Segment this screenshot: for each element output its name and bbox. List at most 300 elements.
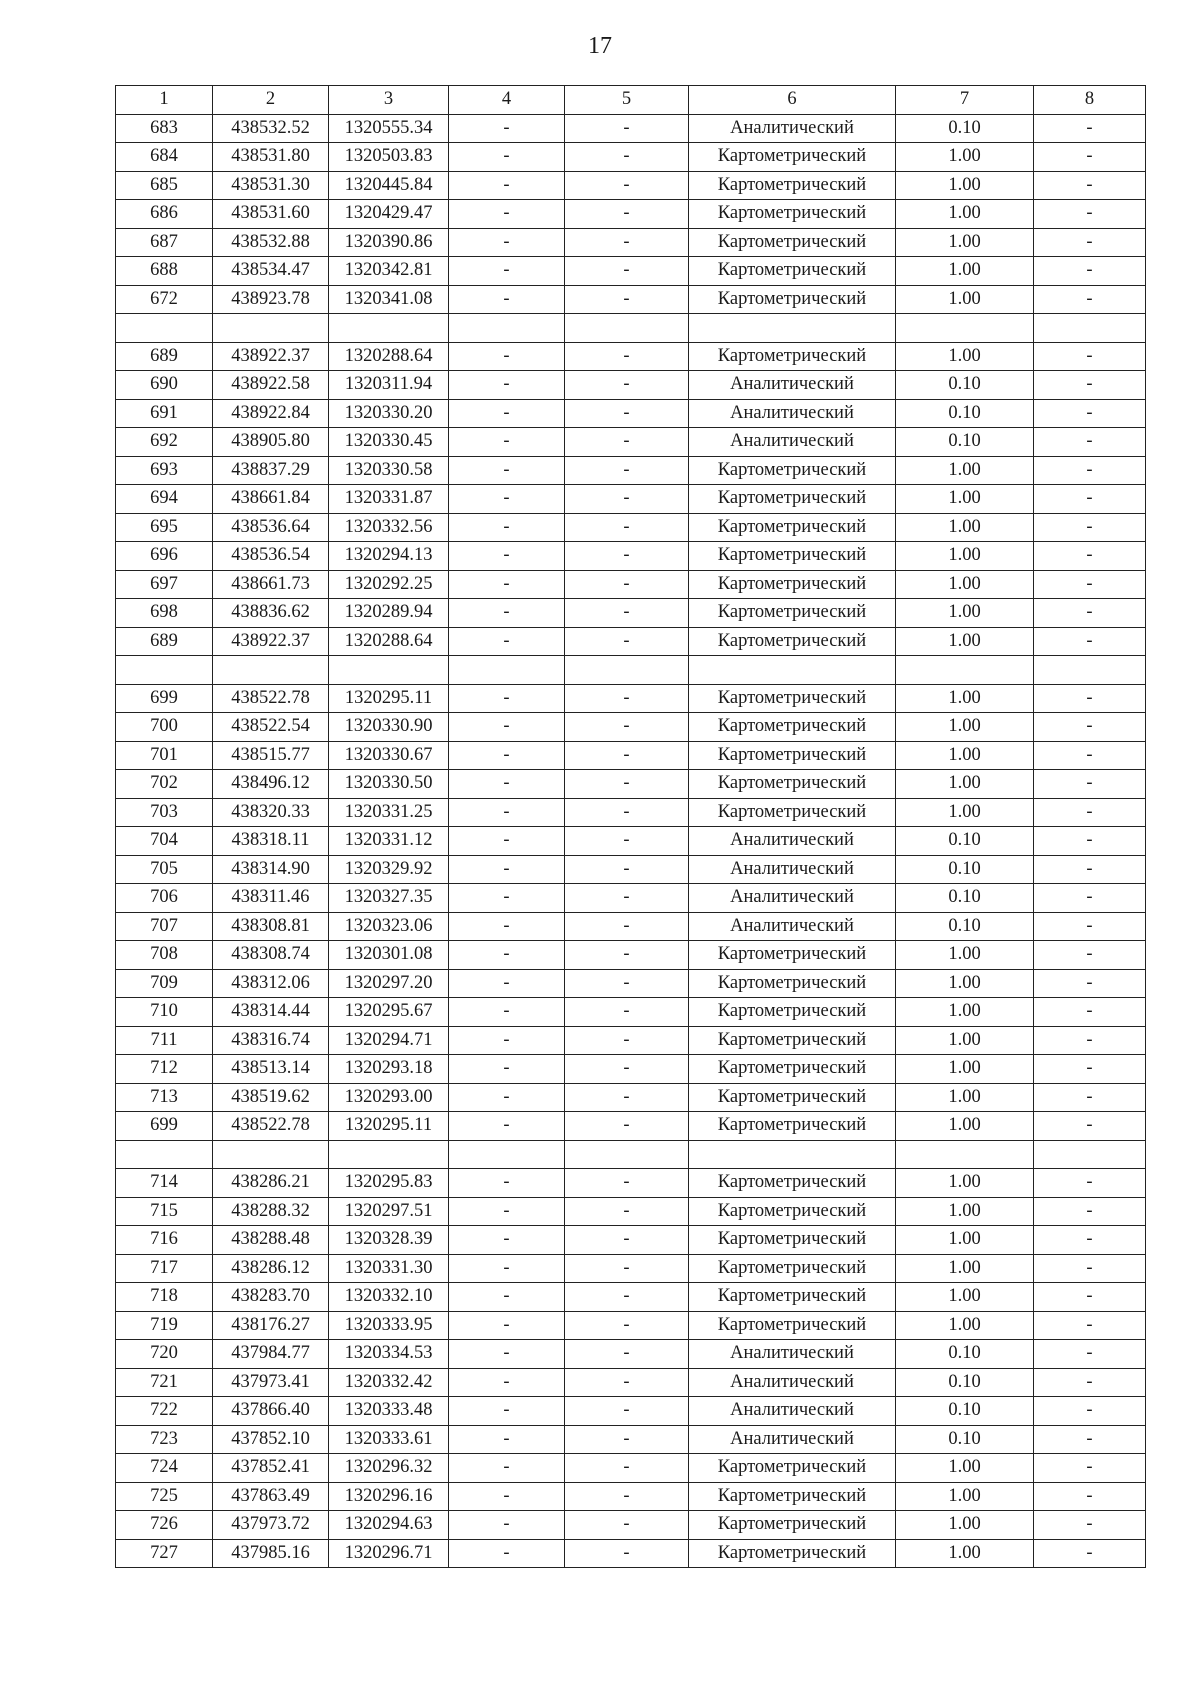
cell-x-coordinate: 438320.33: [213, 798, 329, 827]
cell-method: Картометрический: [689, 770, 896, 799]
table-row: [116, 1311, 1146, 1340]
cell-x-coordinate: 438536.64: [213, 513, 329, 542]
cell-x-coordinate: 438922.58: [213, 371, 329, 400]
cell-col-4: -: [449, 1368, 565, 1397]
cell-method: Картометрический: [689, 798, 896, 827]
table-row: [116, 969, 1146, 998]
cell-col-5: -: [565, 684, 689, 713]
cell-col-5: -: [565, 1026, 689, 1055]
cell-col-4: -: [449, 1454, 565, 1483]
cell-y-coordinate: 1320289.94: [329, 599, 449, 628]
cell-accuracy: 1.00: [896, 1112, 1034, 1141]
cell-col-8: -: [1034, 114, 1146, 143]
cell-col-8: -: [1034, 1454, 1146, 1483]
cell-col-4: -: [449, 1340, 565, 1369]
coordinates-table: [115, 85, 1146, 1568]
cell-point-number: 708: [116, 941, 213, 970]
cell-accuracy: 1.00: [896, 798, 1034, 827]
cell-method: Картометрический: [689, 143, 896, 172]
cell-col-5: -: [565, 770, 689, 799]
empty-cell: [213, 656, 329, 685]
cell-x-coordinate: 438922.84: [213, 399, 329, 428]
cell-col-8: -: [1034, 855, 1146, 884]
table-row: [116, 627, 1146, 656]
cell-point-number: 713: [116, 1083, 213, 1112]
cell-y-coordinate: 1320294.71: [329, 1026, 449, 1055]
cell-y-coordinate: 1320332.10: [329, 1283, 449, 1312]
cell-col-5: -: [565, 1340, 689, 1369]
cell-col-4: -: [449, 855, 565, 884]
cell-col-5: -: [565, 257, 689, 286]
header-col-4: 4: [449, 86, 565, 115]
cell-accuracy: 1.00: [896, 627, 1034, 656]
cell-accuracy: 1.00: [896, 1454, 1034, 1483]
cell-y-coordinate: 1320333.95: [329, 1311, 449, 1340]
table-row: [116, 456, 1146, 485]
table-row: [116, 1454, 1146, 1483]
cell-col-5: -: [565, 371, 689, 400]
cell-x-coordinate: 438923.78: [213, 285, 329, 314]
cell-col-4: -: [449, 998, 565, 1027]
cell-y-coordinate: 1320295.11: [329, 1112, 449, 1141]
table-row: [116, 257, 1146, 286]
cell-method: Картометрический: [689, 599, 896, 628]
cell-point-number: 683: [116, 114, 213, 143]
cell-x-coordinate: 438519.62: [213, 1083, 329, 1112]
cell-y-coordinate: 1320288.64: [329, 627, 449, 656]
table-row: [116, 1368, 1146, 1397]
cell-x-coordinate: 438286.21: [213, 1169, 329, 1198]
cell-method: Картометрический: [689, 257, 896, 286]
cell-x-coordinate: 437866.40: [213, 1397, 329, 1426]
cell-point-number: 689: [116, 342, 213, 371]
cell-col-8: -: [1034, 1482, 1146, 1511]
cell-y-coordinate: 1320342.81: [329, 257, 449, 286]
cell-method: Картометрический: [689, 1112, 896, 1141]
cell-col-8: -: [1034, 1311, 1146, 1340]
cell-point-number: 702: [116, 770, 213, 799]
cell-point-number: 703: [116, 798, 213, 827]
cell-col-8: -: [1034, 1169, 1146, 1198]
cell-accuracy: 1.00: [896, 1083, 1034, 1112]
cell-col-5: -: [565, 513, 689, 542]
cell-col-8: -: [1034, 1112, 1146, 1141]
cell-method: Картометрический: [689, 485, 896, 514]
empty-cell: [689, 314, 896, 343]
empty-cell: [213, 314, 329, 343]
cell-y-coordinate: 1320294.63: [329, 1511, 449, 1540]
cell-method: Картометрический: [689, 941, 896, 970]
cell-col-4: -: [449, 1197, 565, 1226]
cell-accuracy: 1.00: [896, 1539, 1034, 1568]
cell-y-coordinate: 1320328.39: [329, 1226, 449, 1255]
cell-col-5: -: [565, 456, 689, 485]
cell-method: Картометрический: [689, 513, 896, 542]
cell-col-4: -: [449, 1397, 565, 1426]
cell-point-number: 691: [116, 399, 213, 428]
cell-col-8: -: [1034, 998, 1146, 1027]
cell-col-5: -: [565, 1254, 689, 1283]
cell-col-5: -: [565, 1283, 689, 1312]
table-row: [116, 1340, 1146, 1369]
cell-col-5: -: [565, 1197, 689, 1226]
table-row: [116, 200, 1146, 229]
cell-accuracy: 1.00: [896, 171, 1034, 200]
cell-accuracy: 1.00: [896, 285, 1034, 314]
cell-accuracy: 1.00: [896, 969, 1034, 998]
cell-x-coordinate: 438288.32: [213, 1197, 329, 1226]
cell-y-coordinate: 1320293.18: [329, 1055, 449, 1084]
cell-col-5: -: [565, 342, 689, 371]
cell-method: Аналитический: [689, 114, 896, 143]
cell-point-number: 716: [116, 1226, 213, 1255]
cell-x-coordinate: 437985.16: [213, 1539, 329, 1568]
cell-col-4: -: [449, 1169, 565, 1198]
cell-col-5: -: [565, 542, 689, 571]
cell-accuracy: 1.00: [896, 257, 1034, 286]
table-row: [116, 1539, 1146, 1568]
cell-point-number: 711: [116, 1026, 213, 1055]
cell-col-8: -: [1034, 399, 1146, 428]
cell-y-coordinate: 1320331.87: [329, 485, 449, 514]
cell-col-4: -: [449, 171, 565, 200]
cell-col-5: -: [565, 171, 689, 200]
cell-col-8: -: [1034, 798, 1146, 827]
cell-col-5: -: [565, 1112, 689, 1141]
cell-x-coordinate: 438522.54: [213, 713, 329, 742]
cell-col-8: -: [1034, 371, 1146, 400]
cell-method: Аналитический: [689, 884, 896, 913]
table-row: [116, 1283, 1146, 1312]
cell-col-4: -: [449, 1254, 565, 1283]
cell-col-5: -: [565, 941, 689, 970]
cell-point-number: 698: [116, 599, 213, 628]
cell-col-5: -: [565, 1083, 689, 1112]
cell-col-4: -: [449, 827, 565, 856]
table-row: [116, 684, 1146, 713]
empty-cell: [449, 314, 565, 343]
cell-col-5: -: [565, 1226, 689, 1255]
cell-x-coordinate: 438314.44: [213, 998, 329, 1027]
cell-col-8: -: [1034, 1026, 1146, 1055]
cell-x-coordinate: 438531.60: [213, 200, 329, 229]
cell-y-coordinate: 1320333.61: [329, 1425, 449, 1454]
cell-method: Аналитический: [689, 399, 896, 428]
cell-accuracy: 0.10: [896, 1425, 1034, 1454]
cell-point-number: 705: [116, 855, 213, 884]
cell-y-coordinate: 1320330.58: [329, 456, 449, 485]
cell-col-5: -: [565, 200, 689, 229]
cell-y-coordinate: 1320334.53: [329, 1340, 449, 1369]
cell-y-coordinate: 1320311.94: [329, 371, 449, 400]
cell-col-8: -: [1034, 969, 1146, 998]
separator-row: [116, 656, 1146, 685]
cell-col-4: -: [449, 1511, 565, 1540]
cell-point-number: 710: [116, 998, 213, 1027]
cell-col-4: -: [449, 428, 565, 457]
cell-y-coordinate: 1320445.84: [329, 171, 449, 200]
table-row: [116, 542, 1146, 571]
cell-col-5: -: [565, 485, 689, 514]
cell-accuracy: 1.00: [896, 456, 1034, 485]
cell-accuracy: 1.00: [896, 200, 1034, 229]
cell-col-4: -: [449, 741, 565, 770]
cell-method: Картометрический: [689, 1454, 896, 1483]
cell-method: Картометрический: [689, 1539, 896, 1568]
table-row: [116, 114, 1146, 143]
cell-col-8: -: [1034, 1197, 1146, 1226]
cell-col-8: -: [1034, 770, 1146, 799]
cell-col-4: -: [449, 941, 565, 970]
cell-col-5: -: [565, 1425, 689, 1454]
cell-accuracy: 1.00: [896, 1055, 1034, 1084]
cell-method: Аналитический: [689, 1368, 896, 1397]
cell-point-number: 672: [116, 285, 213, 314]
cell-point-number: 709: [116, 969, 213, 998]
cell-method: Аналитический: [689, 827, 896, 856]
table-row: [116, 998, 1146, 1027]
cell-y-coordinate: 1320297.20: [329, 969, 449, 998]
cell-x-coordinate: 437973.41: [213, 1368, 329, 1397]
cell-col-4: -: [449, 285, 565, 314]
cell-x-coordinate: 438922.37: [213, 627, 329, 656]
cell-method: Картометрический: [689, 171, 896, 200]
cell-accuracy: 0.10: [896, 114, 1034, 143]
cell-col-5: -: [565, 1311, 689, 1340]
cell-col-4: -: [449, 200, 565, 229]
cell-x-coordinate: 438316.74: [213, 1026, 329, 1055]
cell-y-coordinate: 1320327.35: [329, 884, 449, 913]
cell-col-8: -: [1034, 713, 1146, 742]
cell-x-coordinate: 438661.84: [213, 485, 329, 514]
cell-method: Картометрический: [689, 456, 896, 485]
cell-accuracy: 1.00: [896, 599, 1034, 628]
cell-col-8: -: [1034, 1283, 1146, 1312]
empty-cell: [116, 314, 213, 343]
separator-row: [116, 1140, 1146, 1169]
cell-method: Картометрический: [689, 713, 896, 742]
cell-method: Картометрический: [689, 684, 896, 713]
cell-col-4: -: [449, 1425, 565, 1454]
cell-point-number: 693: [116, 456, 213, 485]
cell-x-coordinate: 438311.46: [213, 884, 329, 913]
table-row: [116, 171, 1146, 200]
empty-cell: [689, 656, 896, 685]
cell-accuracy: 1.00: [896, 1311, 1034, 1340]
table-row: [116, 1055, 1146, 1084]
cell-method: Аналитический: [689, 371, 896, 400]
cell-y-coordinate: 1320288.64: [329, 342, 449, 371]
cell-col-8: -: [1034, 741, 1146, 770]
cell-col-8: -: [1034, 599, 1146, 628]
table-row: [116, 513, 1146, 542]
table-row: [116, 741, 1146, 770]
cell-col-4: -: [449, 770, 565, 799]
table-row: [116, 1397, 1146, 1426]
cell-point-number: 721: [116, 1368, 213, 1397]
cell-col-4: -: [449, 1539, 565, 1568]
cell-point-number: 700: [116, 713, 213, 742]
cell-accuracy: 1.00: [896, 1169, 1034, 1198]
cell-accuracy: 0.10: [896, 884, 1034, 913]
cell-x-coordinate: 438532.88: [213, 228, 329, 257]
cell-point-number: 699: [116, 1112, 213, 1141]
cell-accuracy: 1.00: [896, 1197, 1034, 1226]
cell-method: Картометрический: [689, 741, 896, 770]
cell-method: Картометрический: [689, 1026, 896, 1055]
cell-col-8: -: [1034, 456, 1146, 485]
cell-y-coordinate: 1320333.48: [329, 1397, 449, 1426]
cell-x-coordinate: 437984.77: [213, 1340, 329, 1369]
cell-col-5: -: [565, 798, 689, 827]
cell-x-coordinate: 438288.48: [213, 1226, 329, 1255]
cell-col-4: -: [449, 342, 565, 371]
cell-accuracy: 1.00: [896, 570, 1034, 599]
cell-col-8: -: [1034, 627, 1146, 656]
cell-point-number: 722: [116, 1397, 213, 1426]
cell-col-4: -: [449, 912, 565, 941]
cell-col-5: -: [565, 741, 689, 770]
cell-y-coordinate: 1320503.83: [329, 143, 449, 172]
cell-col-8: -: [1034, 1254, 1146, 1283]
cell-accuracy: 0.10: [896, 855, 1034, 884]
cell-x-coordinate: 438922.37: [213, 342, 329, 371]
cell-col-8: -: [1034, 143, 1146, 172]
cell-col-5: -: [565, 827, 689, 856]
table-row: [116, 570, 1146, 599]
cell-accuracy: 1.00: [896, 485, 1034, 514]
cell-col-8: -: [1034, 941, 1146, 970]
table-row: [116, 1254, 1146, 1283]
header-col-2: 2: [213, 86, 329, 115]
cell-point-number: 692: [116, 428, 213, 457]
cell-col-5: -: [565, 1539, 689, 1568]
cell-accuracy: 0.10: [896, 1340, 1034, 1369]
cell-point-number: 723: [116, 1425, 213, 1454]
cell-y-coordinate: 1320295.83: [329, 1169, 449, 1198]
cell-col-5: -: [565, 912, 689, 941]
cell-point-number: 717: [116, 1254, 213, 1283]
empty-cell: [896, 656, 1034, 685]
cell-x-coordinate: 438496.12: [213, 770, 329, 799]
cell-col-4: -: [449, 1055, 565, 1084]
cell-x-coordinate: 438536.54: [213, 542, 329, 571]
cell-x-coordinate: 438531.80: [213, 143, 329, 172]
cell-col-8: -: [1034, 1340, 1146, 1369]
header-col-5: 5: [565, 86, 689, 115]
cell-y-coordinate: 1320330.50: [329, 770, 449, 799]
cell-y-coordinate: 1320296.32: [329, 1454, 449, 1483]
table-row: [116, 485, 1146, 514]
cell-col-4: -: [449, 684, 565, 713]
cell-col-4: -: [449, 485, 565, 514]
table-row: [116, 1083, 1146, 1112]
table-row: [116, 399, 1146, 428]
cell-method: Картометрический: [689, 969, 896, 998]
cell-col-4: -: [449, 1482, 565, 1511]
cell-col-5: -: [565, 399, 689, 428]
cell-method: Аналитический: [689, 855, 896, 884]
cell-point-number: 689: [116, 627, 213, 656]
cell-col-8: -: [1034, 1368, 1146, 1397]
cell-method: Картометрический: [689, 285, 896, 314]
cell-y-coordinate: 1320330.45: [329, 428, 449, 457]
cell-accuracy: 1.00: [896, 1482, 1034, 1511]
cell-point-number: 706: [116, 884, 213, 913]
cell-col-4: -: [449, 1311, 565, 1340]
cell-x-coordinate: 438836.62: [213, 599, 329, 628]
table-row: [116, 1511, 1146, 1540]
empty-cell: [896, 314, 1034, 343]
cell-method: Картометрический: [689, 627, 896, 656]
cell-col-4: -: [449, 1083, 565, 1112]
empty-cell: [1034, 656, 1146, 685]
cell-y-coordinate: 1320331.30: [329, 1254, 449, 1283]
table-row: [116, 342, 1146, 371]
cell-x-coordinate: 438522.78: [213, 684, 329, 713]
cell-col-8: -: [1034, 1539, 1146, 1568]
cell-point-number: 685: [116, 171, 213, 200]
cell-point-number: 725: [116, 1482, 213, 1511]
cell-col-8: -: [1034, 285, 1146, 314]
cell-method: Аналитический: [689, 1340, 896, 1369]
cell-point-number: 695: [116, 513, 213, 542]
table-body: [116, 114, 1146, 1568]
cell-col-5: -: [565, 969, 689, 998]
cell-y-coordinate: 1320295.11: [329, 684, 449, 713]
cell-x-coordinate: 438314.90: [213, 855, 329, 884]
table-row: [116, 228, 1146, 257]
cell-col-5: -: [565, 570, 689, 599]
table-row: [116, 798, 1146, 827]
cell-accuracy: 0.10: [896, 399, 1034, 428]
cell-col-4: -: [449, 599, 565, 628]
cell-method: Картометрический: [689, 1083, 896, 1112]
cell-y-coordinate: 1320330.90: [329, 713, 449, 742]
cell-col-4: -: [449, 1226, 565, 1255]
header-col-6: 6: [689, 86, 896, 115]
cell-col-5: -: [565, 1169, 689, 1198]
cell-method: Картометрический: [689, 998, 896, 1027]
cell-method: Картометрический: [689, 1311, 896, 1340]
cell-method: Картометрический: [689, 1482, 896, 1511]
cell-col-4: -: [449, 798, 565, 827]
cell-x-coordinate: 438283.70: [213, 1283, 329, 1312]
cell-method: Картометрический: [689, 1283, 896, 1312]
cell-accuracy: 1.00: [896, 998, 1034, 1027]
cell-y-coordinate: 1320296.71: [329, 1539, 449, 1568]
cell-x-coordinate: 438531.30: [213, 171, 329, 200]
cell-x-coordinate: 437852.10: [213, 1425, 329, 1454]
table-row: [116, 827, 1146, 856]
cell-col-8: -: [1034, 1226, 1146, 1255]
cell-x-coordinate: 438515.77: [213, 741, 329, 770]
empty-cell: [565, 314, 689, 343]
cell-col-5: -: [565, 713, 689, 742]
table-row: [116, 941, 1146, 970]
cell-col-4: -: [449, 257, 565, 286]
cell-point-number: 694: [116, 485, 213, 514]
cell-col-8: -: [1034, 542, 1146, 571]
cell-method: Картометрический: [689, 1254, 896, 1283]
cell-x-coordinate: 437863.49: [213, 1482, 329, 1511]
cell-x-coordinate: 438312.06: [213, 969, 329, 998]
table-row: [116, 428, 1146, 457]
header-col-3: 3: [329, 86, 449, 115]
empty-cell: [213, 1140, 329, 1169]
table-row: [116, 1482, 1146, 1511]
cell-method: Картометрический: [689, 1169, 896, 1198]
